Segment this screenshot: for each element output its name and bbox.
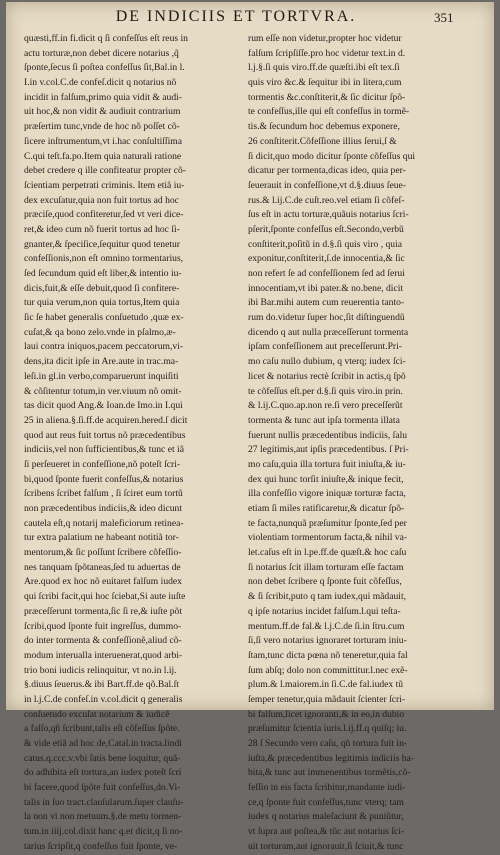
text-line: cautela eſt,q notarij maleficiorum retinea- — [24, 517, 184, 529]
text-line: rum eſſe non videtur,propter hoc videtur — [248, 33, 402, 44]
text-line: catus.q.ccc.v.vbi ſatis bene loquitur, quã- — [24, 752, 181, 764]
text-line: mo caſu,quia illa tortura fuit iniuſta,& iu- — [248, 458, 406, 470]
text-line: tarius ſcripſit,q confeſſus fuit ſponte, ve- — [24, 840, 178, 852]
text-line: mentorum,& ſic poſſunt ſcribere cõfeſſio- — [24, 547, 182, 559]
text-line: & vide etiã ad hoc de,Catal.in tracta.lindi — [24, 738, 182, 749]
text-line: & ſi ſcribit,puto q tam iudex,qui mãdauit, — [248, 591, 407, 603]
text-line: trio boni iudicis relinquitur, vt no.in l.ij. — [24, 664, 177, 676]
text-line: te cõfeſſus eſt.per d.§.ſi quis viro.in prin. — [248, 385, 403, 397]
text-line: quæsti,ff.in fi.dicit q ſi confeſſus eſt reus in — [24, 33, 188, 44]
text-line: falſum ſcripſiſſe.pro hoc videtur text.in d. — [248, 47, 406, 59]
text-line: dicatur per tormenta,dicas ideo, quia per- — [248, 165, 406, 177]
text-line: ſemper tenetur,quia mãdauit ſcienter ſcri- — [248, 693, 406, 705]
text-line: ibi Bar.mihi autem cum reuerentia tanto- — [248, 297, 405, 309]
text-line: conſtiterit,poſitũ in d.§.ſi quis viro , quia — [248, 238, 403, 250]
left-text-column — [24, 32, 236, 855]
text-line: uit torturam,aut ignorauit,ſi ſciuit,& tunc — [248, 840, 404, 852]
text-line: non præcedentibus indiciis,& ideo dicunt — [24, 503, 183, 514]
text-line: præſertim tunc,vnde de hoc nõ poſſet cõ- — [24, 121, 180, 133]
text-line: ſcribens ſcribet falſum , ſi ſciret eum tortũ — [24, 488, 183, 500]
text-line: conſuetudo excuſat notarium & iudicẽ — [24, 708, 170, 720]
text-line: feſſio in eis facta ſcribitur,mandante iudi- — [248, 782, 406, 794]
text-line: fuerunt nullis præcedentibus indiciis, ſalu — [248, 429, 408, 441]
text-line: præceſſerunt tormenta,ſic ſi re,& iuſte põt — [24, 605, 182, 617]
text-line: ſi notarius ſcit illam torturam eſſe factam — [248, 561, 404, 573]
text-line: tormentis &c.conſtiterit,& ſic dicitur ſpõ- — [248, 91, 406, 103]
text-line: te facta,nunquã præſumitur ſponte,ſed per — [248, 517, 407, 529]
text-line: ſeuerauit in confeſſione,vt d.§.diuus ſeue- — [248, 179, 406, 191]
text-line: dex excuſatur,quia non fuit tortus ad hoc — [24, 194, 179, 206]
text-line: vt ſupra aut poſtea,& tũc aut notarius ſci- — [248, 826, 405, 838]
text-line: etiam ſi miles ratificaretur,& dicatur ſpõ- — [248, 503, 405, 514]
text-line: non debet ſcribere q ſponte fuit cõfeſſus, — [248, 576, 402, 588]
text-line: rus.& l.ij.C.de cuſt.reo.vel etiam ſi cõfeſ- — [248, 194, 405, 206]
text-line: confeſſionis,non eſt omnino tormentarius, — [24, 253, 184, 265]
text-line: talis in ſuo tract.clauſularum.ſuper clauſu- — [24, 796, 184, 808]
text-line: ſtam,tunc dicta pœna nõ teneretur,quia fal — [248, 649, 408, 661]
text-line: & l.ij.C.quo.ap.non re.ſi vero preceſſerũt — [248, 400, 403, 412]
text-line: bi falſum,licet ignoranti,& in eo,in dubio — [248, 708, 405, 720]
text-line: Are.quod ex hoc nõ euitaret falſum iudex — [24, 576, 182, 588]
text-line: ſi dicit,quo modo dicitur ſponte cõfeſſus qui — [248, 150, 416, 162]
text-line: incidit in falſum,primo quia vidit & audi- — [24, 91, 183, 103]
text-line: ſi perſeueret in confeſſione,nõ poteſt ſcri- — [24, 458, 181, 470]
text-line: ce,q ſponte fuit confeſſus,tunc vterq; tam — [248, 796, 404, 808]
text-line: mo caſu nullo dubium, q vterq; iudex ſci- — [248, 356, 406, 368]
text-line: ſi,ſi vero notarius ignoraret torturam iniu- — [248, 635, 407, 647]
text-line: cuſat,& qa bono zelo.vnde in pſalmo,æ- — [24, 326, 176, 338]
text-line: licet & notarius rectè ſcribit in actis,q ſpõ — [248, 370, 406, 382]
text-line: tum.in iiij.col.dixit hanc q.et dicit,q ſi no- — [24, 826, 183, 838]
text-line: indiciis,vel non ſufficientibus,& tunc et iã — [24, 444, 184, 456]
text-line: nes tanquam ſpõtaneas,ſed tu aduertas de — [24, 561, 181, 573]
text-line: non refert ſe ad confeſſionem ſed ad ſerui — [248, 268, 405, 279]
text-line: C.qui teſt.fa.po.Item quia naturali ratione — [24, 150, 182, 162]
text-line: a falſo,qñ ſcribunt,talis eſt cõfeſſus ſpõte. — [24, 723, 180, 735]
text-line: uit hoc,& non vidit & audiuit contrarium — [24, 106, 181, 118]
text-line: ſed ſecundum quid eſt liber,& intentio iu- — [24, 268, 182, 279]
text-line: 25 in aliena.§.ſi.ff.de acquiren.hered.ſ dicit — [24, 414, 188, 426]
text-line: pſerit,ſponte confeſſus eſt.Secondo,verbũ — [248, 223, 404, 235]
text-line: plum.& l.maiorem.in ſi.C.de fal.iudex tũ — [248, 679, 404, 691]
right-text-column — [248, 32, 460, 855]
text-line: ſic ſe habet generalis conſuetudo ,quæ ex- — [24, 312, 184, 324]
text-line: bita,& tunc aut immenentibus tormẽtis,cõ- — [248, 767, 411, 779]
text-line: tur quia verum,non quia tortus,Item quia — [24, 297, 180, 309]
text-line: l.j.§.ſi quis viro.ff.de quæſti.ibi eſt tex.ſi — [248, 62, 400, 74]
text-line: rum do.videtur ſuper hoc,ſit diſtinguendũ — [248, 312, 405, 324]
text-line: quod aut reus fuit tortus nõ præcedentibus — [24, 429, 186, 441]
text-line: tormenta & tunc aut ipſa tormenta illata — [248, 414, 400, 426]
text-line: violentiam tormentorum facta,& nihil va- — [248, 532, 408, 544]
text-line: §.diuus ſeuerus.& ibi Bart.ff.de qõ.Bal.ſt — [24, 679, 179, 691]
text-line: ſcribi,quod ſponte fuit ingreſſus, dummo- — [24, 620, 182, 632]
text-line: bi facere,quod ſpõte fuit confeſſus,do.Vi- — [24, 782, 181, 794]
text-line: ſcientiam perpetrati criminis. Item etiã iu- — [24, 179, 185, 191]
text-line: illa confeſſio vigore iniquæ torturæ facta, — [248, 488, 406, 500]
text-line: I.in v.col.C.de confeſ.dicit q notarius nõ — [24, 77, 177, 89]
text-line: præciſe,quod confiteretur,ſed vt veri dice- — [24, 209, 184, 221]
text-line: bi,quod ſponte fuerit confeſſus,& notarius — [24, 473, 184, 485]
text-line: tas dicit quod Ang.& Ioan.de Imo.in I.qui — [24, 400, 183, 412]
text-line: dicis,fuit,& eſſe debuit,quod ſi confitere- — [24, 282, 180, 294]
text-line: iudex q notarius maleſaciunt & puniũtur, — [248, 811, 404, 823]
page-header — [6, 8, 494, 30]
text-line: modum interualla interuenerat,quod arbi- — [24, 649, 183, 661]
text-line: tur extra palatium ne habeant notitiã tor- — [24, 532, 179, 544]
text-line: ſicere inſtrumentum,vt i.hac conſultiſſima — [24, 135, 182, 147]
text-line: actu torturæ,non debet dicere notarius ,q̃ — [24, 47, 179, 59]
text-line: præſumitur ſcientia iuris.l.ij.ff.q quiſq; iu. — [248, 723, 407, 735]
text-line: innocentiam,vt ibi pater.& no.bene, dicit — [248, 282, 404, 294]
text-line: ipſam confeſſionem aut preceſſerunt.Pri- — [248, 341, 402, 353]
text-line: ret,& ideo cum nõ fuerit tortus ad hoc ſi- — [24, 223, 180, 235]
text-line: tis.& ſecundum hoc debemus exponere, — [248, 121, 400, 133]
text-line: ſum abſq; dolo non committitur.l.nec exẽ- — [248, 664, 408, 676]
text-line: do adhibita eſt tortura,an iudex poteſt ſcri — [24, 767, 182, 779]
text-line: in l.j.C.de confeſ.in v.col.dicit q generalis — [24, 693, 183, 705]
text-line: do inter tormenta & confeſſionẽ,aliud cõ- — [24, 635, 182, 647]
text-line: & cõſitentur totum,in ver.viuum nõ omit- — [24, 385, 182, 397]
text-line: exponitur,conſtiterit,ſ.de innocentia,& ſic — [248, 253, 405, 265]
text-line: dens,ita dicit ipſe in Are.aute in trac.ma- — [24, 356, 179, 368]
text-line: te confeſſus,ille qui eſt confeſſus in tormẽ- — [248, 106, 410, 118]
text-line: 28 ſ Secundo vero caſu, qñ tortura fuit in- — [248, 738, 408, 749]
text-line: ſus eſt in actu torturæ,quãuis notarius ſcri- — [248, 209, 409, 221]
text-line: ſponte,ſecus ſi poſtea confeſſus ſit,Bal.in l. — [24, 62, 185, 74]
text-line: let.caſus eſt in l.pe.ff.de quæſt.& hoc caſu — [248, 547, 407, 559]
text-line: 27 legitimis,aut ipſis præcedentibus. ſ Pri- — [248, 444, 409, 456]
text-line: q ipſe notarius incidet falſum.l.qui teſta- — [248, 605, 401, 617]
text-line: la non vi non metuum.§.de metu tormen- — [24, 811, 182, 823]
running-title: DE INDICIIS ET TORTVRA. — [115, 8, 357, 25]
text-line: gnanter,& ſpeciſice,ſequitur quod tenetur — [24, 238, 180, 250]
text-line: leſi.in gl.in verbo,comparuerunt inquiſiti — [24, 370, 179, 382]
text-line: mentum.ff.de fal.& l.j.C.de ſi.in ſtru.cum — [248, 620, 405, 632]
text-line: iuſta,& præcedentibus legitimis indiciis ha- — [248, 752, 414, 764]
text-line: dex qui hunc torſit iniuſte,& inique fecit, — [248, 473, 404, 485]
text-line: debet credere q ille confiteatur propter cõ- — [24, 165, 186, 177]
book-page — [6, 2, 494, 852]
text-line: dicendo q aut nulla præceſſerunt tormenta — [248, 326, 409, 338]
text-line: laui contra iniquos,pacem peccatorum,vi- — [24, 341, 184, 353]
text-line: quis viro &c.& ſequitur ibi in litera,cum — [248, 77, 402, 89]
text-line: qui ſcribi facit,qui hoc ſciebat,Si aute iuſte — [24, 591, 186, 603]
text-line: 26 conſtiterit.Cõfeſſione illius ſerui,ſ & — [248, 135, 397, 147]
page-number: 351 — [434, 10, 454, 25]
